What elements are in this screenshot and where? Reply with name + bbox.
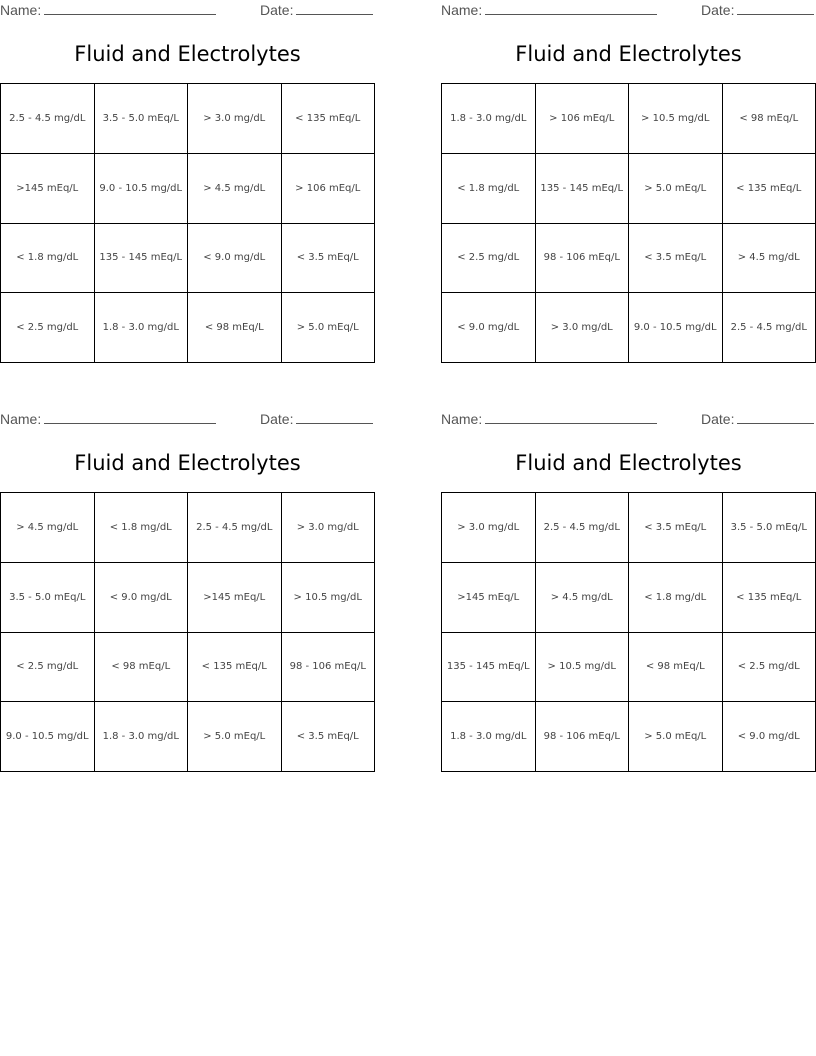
bingo-cell[interactable]: > 3.0 mg/dL	[282, 493, 376, 563]
date-field	[260, 411, 373, 427]
bingo-cell[interactable]: 2.5 - 4.5 mg/dL	[723, 293, 816, 363]
bingo-cell[interactable]: < 9.0 mg/dL	[723, 702, 816, 772]
date-label: Date:	[701, 2, 735, 18]
name-label: Name:	[0, 2, 42, 18]
bingo-cell[interactable]: 98 - 106 mEq/L	[536, 702, 630, 772]
bingo-cell[interactable]: > 5.0 mEq/L	[188, 702, 282, 772]
card-title: Fluid and Electrolytes	[515, 42, 742, 66]
bingo-cell[interactable]: > 4.5 mg/dL	[1, 493, 95, 563]
name-field	[0, 411, 216, 427]
bingo-card-4	[441, 409, 816, 774]
card-header	[441, 2, 816, 22]
name-field	[441, 2, 657, 18]
bingo-cell[interactable]: 1.8 - 3.0 mg/dL	[95, 293, 189, 363]
bingo-cell[interactable]: 98 - 106 mEq/L	[536, 224, 630, 294]
name-blank-line[interactable]	[485, 411, 657, 424]
bingo-cell[interactable]: > 5.0 mEq/L	[282, 293, 376, 363]
bingo-cell[interactable]: 3.5 - 5.0 mEq/L	[95, 84, 189, 154]
date-blank-line[interactable]	[296, 411, 373, 424]
bingo-cell[interactable]: < 98 mEq/L	[95, 633, 189, 703]
name-label: Name:	[441, 411, 483, 427]
bingo-cell[interactable]: < 9.0 mg/dL	[95, 563, 189, 633]
bingo-cell[interactable]: < 1.8 mg/dL	[1, 224, 95, 294]
name-field	[441, 411, 657, 427]
bingo-cell[interactable]: < 98 mEq/L	[723, 84, 816, 154]
bingo-cell[interactable]: > 4.5 mg/dL	[723, 224, 816, 294]
bingo-cell[interactable]: > 3.0 mg/dL	[536, 293, 630, 363]
bingo-cell[interactable]: > 10.5 mg/dL	[536, 633, 630, 703]
card-header	[0, 2, 375, 22]
date-label: Date:	[260, 411, 294, 427]
bingo-cell[interactable]: 2.5 - 4.5 mg/dL	[1, 84, 95, 154]
date-blank-line[interactable]	[737, 411, 814, 424]
bingo-cell[interactable]: < 3.5 mEq/L	[282, 702, 376, 772]
date-field	[701, 411, 814, 427]
name-blank-line[interactable]	[44, 411, 216, 424]
bingo-cell[interactable]: < 9.0 mg/dL	[442, 293, 536, 363]
card-header	[441, 411, 816, 431]
bingo-cell[interactable]: >145 mEq/L	[188, 563, 282, 633]
bingo-grid	[441, 492, 816, 772]
bingo-cell[interactable]: 9.0 - 10.5 mg/dL	[629, 293, 723, 363]
card-header	[0, 411, 375, 431]
bingo-cell[interactable]: > 5.0 mEq/L	[629, 702, 723, 772]
bingo-cell[interactable]: 135 - 145 mEq/L	[442, 633, 536, 703]
name-blank-line[interactable]	[485, 2, 657, 15]
bingo-cell[interactable]: < 135 mEq/L	[723, 563, 816, 633]
bingo-cell[interactable]: > 3.0 mg/dL	[188, 84, 282, 154]
bingo-cell[interactable]: < 135 mEq/L	[282, 84, 376, 154]
bingo-grid	[0, 492, 375, 772]
date-field	[260, 2, 373, 18]
bingo-cell[interactable]: < 3.5 mEq/L	[629, 493, 723, 563]
bingo-grid	[0, 83, 375, 363]
name-blank-line[interactable]	[44, 2, 216, 15]
date-field	[701, 2, 814, 18]
bingo-cell[interactable]: >145 mEq/L	[1, 154, 95, 224]
bingo-cell[interactable]: < 2.5 mg/dL	[1, 293, 95, 363]
bingo-card-1	[0, 0, 375, 365]
bingo-cell[interactable]: < 98 mEq/L	[188, 293, 282, 363]
bingo-card-3	[0, 409, 375, 774]
bingo-cell[interactable]: 2.5 - 4.5 mg/dL	[536, 493, 630, 563]
date-blank-line[interactable]	[737, 2, 814, 15]
bingo-cell[interactable]: < 3.5 mEq/L	[282, 224, 376, 294]
bingo-cell[interactable]: 3.5 - 5.0 mEq/L	[723, 493, 816, 563]
bingo-cell[interactable]: < 1.8 mg/dL	[629, 563, 723, 633]
card-title: Fluid and Electrolytes	[74, 42, 301, 66]
name-label: Name:	[0, 411, 42, 427]
bingo-cell[interactable]: 1.8 - 3.0 mg/dL	[95, 702, 189, 772]
name-label: Name:	[441, 2, 483, 18]
bingo-cell[interactable]: < 98 mEq/L	[629, 633, 723, 703]
bingo-cell[interactable]: 98 - 106 mEq/L	[282, 633, 376, 703]
bingo-cell[interactable]: 1.8 - 3.0 mg/dL	[442, 702, 536, 772]
bingo-cell[interactable]: 135 - 145 mEq/L	[95, 224, 189, 294]
bingo-cell[interactable]: > 10.5 mg/dL	[629, 84, 723, 154]
date-label: Date:	[260, 2, 294, 18]
bingo-card-2	[441, 0, 816, 365]
date-label: Date:	[701, 411, 735, 427]
bingo-cell[interactable]: > 106 mEq/L	[536, 84, 630, 154]
bingo-grid	[441, 83, 816, 363]
bingo-cell[interactable]: < 2.5 mg/dL	[442, 224, 536, 294]
bingo-cell[interactable]: > 10.5 mg/dL	[282, 563, 376, 633]
bingo-cell[interactable]: 135 - 145 mEq/L	[536, 154, 630, 224]
bingo-cell[interactable]: > 3.0 mg/dL	[442, 493, 536, 563]
bingo-cell[interactable]: 3.5 - 5.0 mEq/L	[1, 563, 95, 633]
bingo-cell[interactable]: > 5.0 mEq/L	[629, 154, 723, 224]
card-title: Fluid and Electrolytes	[515, 451, 742, 475]
bingo-cell[interactable]: < 1.8 mg/dL	[95, 493, 189, 563]
bingo-cell[interactable]: 2.5 - 4.5 mg/dL	[188, 493, 282, 563]
date-blank-line[interactable]	[296, 2, 373, 15]
bingo-cell[interactable]: < 2.5 mg/dL	[1, 633, 95, 703]
card-title: Fluid and Electrolytes	[74, 451, 301, 475]
bingo-cell[interactable]: 9.0 - 10.5 mg/dL	[1, 702, 95, 772]
bingo-cell[interactable]: < 135 mEq/L	[188, 633, 282, 703]
name-field	[0, 2, 216, 18]
bingo-cell[interactable]: < 2.5 mg/dL	[723, 633, 816, 703]
bingo-cell[interactable]: > 4.5 mg/dL	[188, 154, 282, 224]
bingo-cell[interactable]: < 9.0 mg/dL	[188, 224, 282, 294]
bingo-cell[interactable]: < 3.5 mEq/L	[629, 224, 723, 294]
bingo-cell[interactable]: 9.0 - 10.5 mg/dL	[95, 154, 189, 224]
bingo-cell[interactable]: > 4.5 mg/dL	[536, 563, 630, 633]
bingo-cell[interactable]: >145 mEq/L	[442, 563, 536, 633]
bingo-cell[interactable]: 1.8 - 3.0 mg/dL	[442, 84, 536, 154]
bingo-cell[interactable]: < 135 mEq/L	[723, 154, 816, 224]
bingo-cell[interactable]: < 1.8 mg/dL	[442, 154, 536, 224]
bingo-cell[interactable]: > 106 mEq/L	[282, 154, 376, 224]
